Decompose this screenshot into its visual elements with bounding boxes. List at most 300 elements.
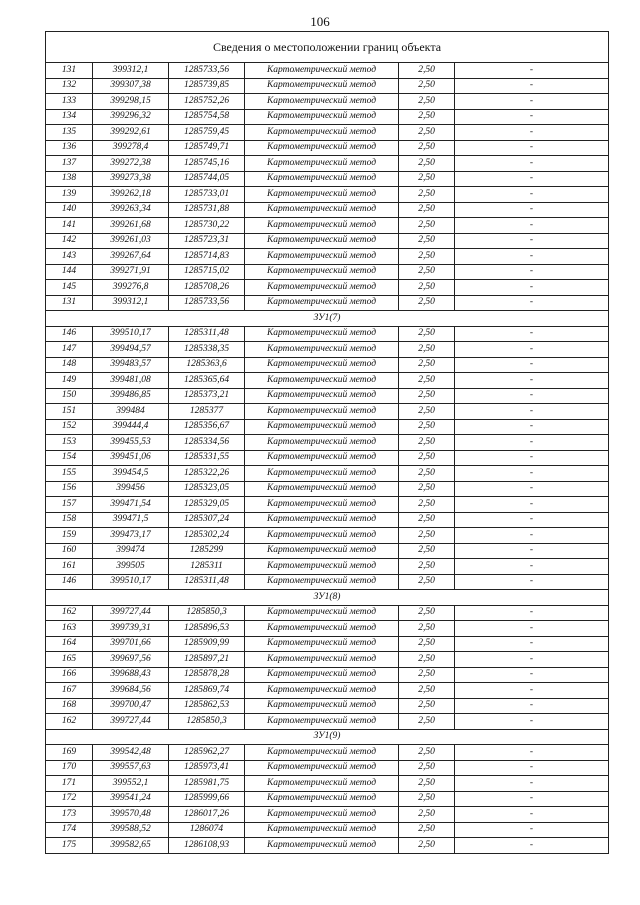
x-coordinate-cell: 399276,8	[93, 280, 169, 296]
method-cell: Картометрический метод	[245, 249, 399, 265]
accuracy-cell: 2,50	[399, 156, 455, 172]
table-row	[46, 760, 609, 776]
table-row	[46, 264, 609, 280]
y-coordinate-cell: 1285731,88	[169, 202, 245, 218]
method-cell: Картометрический метод	[245, 791, 399, 807]
description-cell: -	[455, 559, 609, 575]
method-cell: Картометрический метод	[245, 233, 399, 249]
description-cell: -	[455, 528, 609, 544]
table-row	[46, 202, 609, 218]
point-number-cell: 141	[46, 218, 93, 234]
accuracy-cell: 2,50	[399, 574, 455, 590]
accuracy-cell: 2,50	[399, 807, 455, 823]
y-coordinate-cell: 1285869,74	[169, 683, 245, 699]
y-coordinate-cell: 1285850,3	[169, 605, 245, 621]
table-row	[46, 357, 609, 373]
y-coordinate-cell: 1285311,48	[169, 574, 245, 590]
table-row	[46, 249, 609, 265]
table-row	[46, 218, 609, 234]
description-cell: -	[455, 698, 609, 714]
y-coordinate-cell: 1285363,6	[169, 357, 245, 373]
method-cell: Картометрический метод	[245, 140, 399, 156]
table-row	[46, 698, 609, 714]
method-cell: Картометрический метод	[245, 357, 399, 373]
boundary-coordinates-table	[45, 31, 609, 854]
point-number-cell: 165	[46, 652, 93, 668]
accuracy-cell: 2,50	[399, 714, 455, 730]
y-coordinate-cell: 1286074	[169, 822, 245, 838]
table-row	[46, 574, 609, 590]
description-cell: -	[455, 621, 609, 637]
x-coordinate-cell: 399582,65	[93, 838, 169, 854]
table-row	[46, 388, 609, 404]
description-cell: -	[455, 652, 609, 668]
table-row	[46, 652, 609, 668]
point-number-cell: 175	[46, 838, 93, 854]
y-coordinate-cell: 1285896,53	[169, 621, 245, 637]
method-cell: Картометрический метод	[245, 776, 399, 792]
table-row	[46, 497, 609, 513]
y-coordinate-cell: 1285962,27	[169, 745, 245, 761]
point-number-cell: 138	[46, 171, 93, 187]
description-cell: -	[455, 125, 609, 141]
table-row	[46, 543, 609, 559]
method-cell: Картометрический метод	[245, 822, 399, 838]
y-coordinate-cell: 1285373,21	[169, 388, 245, 404]
accuracy-cell: 2,50	[399, 435, 455, 451]
accuracy-cell: 2,50	[399, 636, 455, 652]
x-coordinate-cell: 399312,1	[93, 295, 169, 311]
description-cell: -	[455, 512, 609, 528]
method-cell: Картометрический метод	[245, 187, 399, 203]
description-cell: -	[455, 218, 609, 234]
method-cell: Картометрический метод	[245, 218, 399, 234]
table-title: Сведения о местоположении границ объекта	[46, 32, 609, 63]
point-number-cell: 153	[46, 435, 93, 451]
y-coordinate-cell: 1285365,64	[169, 373, 245, 389]
x-coordinate-cell: 399697,56	[93, 652, 169, 668]
method-cell: Картометрический метод	[245, 450, 399, 466]
accuracy-cell: 2,50	[399, 822, 455, 838]
method-cell: Картометрический метод	[245, 109, 399, 125]
method-cell: Картометрический метод	[245, 373, 399, 389]
table-row	[46, 78, 609, 94]
table-row	[46, 621, 609, 637]
table-row	[46, 683, 609, 699]
y-coordinate-cell: 1285715,02	[169, 264, 245, 280]
point-number-cell: 172	[46, 791, 93, 807]
accuracy-cell: 2,50	[399, 171, 455, 187]
method-cell: Картометрический метод	[245, 745, 399, 761]
y-coordinate-cell: 1285708,26	[169, 280, 245, 296]
method-cell: Картометрический метод	[245, 667, 399, 683]
accuracy-cell: 2,50	[399, 404, 455, 420]
description-cell: -	[455, 450, 609, 466]
point-number-cell: 144	[46, 264, 93, 280]
point-number-cell: 140	[46, 202, 93, 218]
section-label: ЗУ1(7)	[46, 311, 609, 327]
method-cell: Картометрический метод	[245, 512, 399, 528]
table-row	[46, 280, 609, 296]
point-number-cell: 137	[46, 156, 93, 172]
point-number-cell: 135	[46, 125, 93, 141]
y-coordinate-cell: 1285759,45	[169, 125, 245, 141]
description-cell: -	[455, 342, 609, 358]
table-row	[46, 373, 609, 389]
description-cell: -	[455, 249, 609, 265]
accuracy-cell: 2,50	[399, 109, 455, 125]
table-row	[46, 140, 609, 156]
x-coordinate-cell: 399456	[93, 481, 169, 497]
y-coordinate-cell: 1285897,21	[169, 652, 245, 668]
table-row	[46, 187, 609, 203]
table-row	[46, 776, 609, 792]
description-cell: -	[455, 109, 609, 125]
x-coordinate-cell: 399700,47	[93, 698, 169, 714]
y-coordinate-cell: 1285322,26	[169, 466, 245, 482]
x-coordinate-cell: 399688,43	[93, 667, 169, 683]
method-cell: Картометрический метод	[245, 419, 399, 435]
method-cell: Картометрический метод	[245, 714, 399, 730]
accuracy-cell: 2,50	[399, 125, 455, 141]
table-row	[46, 807, 609, 823]
method-cell: Картометрический метод	[245, 636, 399, 652]
accuracy-cell: 2,50	[399, 388, 455, 404]
point-number-cell: 164	[46, 636, 93, 652]
accuracy-cell: 2,50	[399, 450, 455, 466]
description-cell: -	[455, 280, 609, 296]
y-coordinate-cell: 1285714,83	[169, 249, 245, 265]
y-coordinate-cell: 1285733,56	[169, 63, 245, 79]
accuracy-cell: 2,50	[399, 295, 455, 311]
method-cell: Картометрический метод	[245, 559, 399, 575]
description-cell: -	[455, 264, 609, 280]
method-cell: Картометрический метод	[245, 280, 399, 296]
description-cell: -	[455, 233, 609, 249]
x-coordinate-cell: 399298,15	[93, 94, 169, 110]
point-number-cell: 131	[46, 63, 93, 79]
y-coordinate-cell: 1285733,01	[169, 187, 245, 203]
x-coordinate-cell: 399471,54	[93, 497, 169, 513]
point-number-cell: 166	[46, 667, 93, 683]
table-row	[46, 481, 609, 497]
y-coordinate-cell: 1285730,22	[169, 218, 245, 234]
method-cell: Картометрический метод	[245, 78, 399, 94]
x-coordinate-cell: 399701,66	[93, 636, 169, 652]
accuracy-cell: 2,50	[399, 187, 455, 203]
table-row	[46, 636, 609, 652]
method-cell: Картометрический метод	[245, 342, 399, 358]
description-cell: -	[455, 838, 609, 854]
description-cell: -	[455, 435, 609, 451]
x-coordinate-cell: 399542,48	[93, 745, 169, 761]
description-cell: -	[455, 171, 609, 187]
table-row	[46, 94, 609, 110]
accuracy-cell: 2,50	[399, 745, 455, 761]
description-cell: -	[455, 295, 609, 311]
table-row	[46, 326, 609, 342]
accuracy-cell: 2,50	[399, 78, 455, 94]
y-coordinate-cell: 1285973,41	[169, 760, 245, 776]
x-coordinate-cell: 399271,91	[93, 264, 169, 280]
table-row	[46, 528, 609, 544]
method-cell: Картометрический метод	[245, 202, 399, 218]
description-cell: -	[455, 636, 609, 652]
method-cell: Картометрический метод	[245, 326, 399, 342]
description-cell: -	[455, 357, 609, 373]
table-row	[46, 791, 609, 807]
point-number-cell: 149	[46, 373, 93, 389]
method-cell: Картометрический метод	[245, 605, 399, 621]
description-cell: -	[455, 404, 609, 420]
x-coordinate-cell: 399484	[93, 404, 169, 420]
y-coordinate-cell: 1285323,05	[169, 481, 245, 497]
method-cell: Картометрический метод	[245, 838, 399, 854]
table-row	[46, 342, 609, 358]
accuracy-cell: 2,50	[399, 698, 455, 714]
x-coordinate-cell: 399292,61	[93, 125, 169, 141]
y-coordinate-cell: 1285850,3	[169, 714, 245, 730]
section-label: ЗУ1(8)	[46, 590, 609, 606]
description-cell: -	[455, 574, 609, 590]
description-cell: -	[455, 202, 609, 218]
table-row	[46, 125, 609, 141]
accuracy-cell: 2,50	[399, 357, 455, 373]
method-cell: Картометрический метод	[245, 497, 399, 513]
point-number-cell: 173	[46, 807, 93, 823]
point-number-cell: 161	[46, 559, 93, 575]
accuracy-cell: 2,50	[399, 264, 455, 280]
method-cell: Картометрический метод	[245, 466, 399, 482]
y-coordinate-cell: 1285909,99	[169, 636, 245, 652]
table-row	[46, 745, 609, 761]
point-number-cell: 170	[46, 760, 93, 776]
description-cell: -	[455, 760, 609, 776]
y-coordinate-cell: 1285739,85	[169, 78, 245, 94]
point-number-cell: 146	[46, 326, 93, 342]
y-coordinate-cell: 1285334,56	[169, 435, 245, 451]
description-cell: -	[455, 140, 609, 156]
y-coordinate-cell: 1285338,35	[169, 342, 245, 358]
accuracy-cell: 2,50	[399, 559, 455, 575]
page-number: 106	[310, 14, 330, 29]
x-coordinate-cell: 399510,17	[93, 574, 169, 590]
table-row	[46, 435, 609, 451]
y-coordinate-cell: 1285356,67	[169, 419, 245, 435]
point-number-cell: 158	[46, 512, 93, 528]
point-number-cell: 151	[46, 404, 93, 420]
x-coordinate-cell: 399273,38	[93, 171, 169, 187]
table-row	[46, 450, 609, 466]
table-row	[46, 466, 609, 482]
point-number-cell: 167	[46, 683, 93, 699]
x-coordinate-cell: 399541,24	[93, 791, 169, 807]
description-cell: -	[455, 94, 609, 110]
method-cell: Картометрический метод	[245, 698, 399, 714]
description-cell: -	[455, 466, 609, 482]
method-cell: Картометрический метод	[245, 388, 399, 404]
accuracy-cell: 2,50	[399, 605, 455, 621]
x-coordinate-cell: 399494,57	[93, 342, 169, 358]
y-coordinate-cell: 1285377	[169, 404, 245, 420]
method-cell: Картометрический метод	[245, 63, 399, 79]
accuracy-cell: 2,50	[399, 140, 455, 156]
table-row	[46, 295, 609, 311]
accuracy-cell: 2,50	[399, 202, 455, 218]
x-coordinate-cell: 399473,17	[93, 528, 169, 544]
y-coordinate-cell: 1285733,56	[169, 295, 245, 311]
x-coordinate-cell: 399552,1	[93, 776, 169, 792]
y-coordinate-cell: 1285329,05	[169, 497, 245, 513]
accuracy-cell: 2,50	[399, 683, 455, 699]
description-cell: -	[455, 63, 609, 79]
method-cell: Картометрический метод	[245, 264, 399, 280]
y-coordinate-cell: 1286017,26	[169, 807, 245, 823]
x-coordinate-cell: 399483,57	[93, 357, 169, 373]
description-cell: -	[455, 156, 609, 172]
table-row	[46, 605, 609, 621]
description-cell: -	[455, 326, 609, 342]
y-coordinate-cell: 1285752,26	[169, 94, 245, 110]
description-cell: -	[455, 683, 609, 699]
point-number-cell: 147	[46, 342, 93, 358]
y-coordinate-cell: 1285862,53	[169, 698, 245, 714]
method-cell: Картометрический метод	[245, 125, 399, 141]
accuracy-cell: 2,50	[399, 249, 455, 265]
x-coordinate-cell: 399263,34	[93, 202, 169, 218]
x-coordinate-cell: 399455,53	[93, 435, 169, 451]
table-title-row	[46, 32, 609, 63]
table-row	[46, 822, 609, 838]
description-cell: -	[455, 78, 609, 94]
x-coordinate-cell: 399312,1	[93, 63, 169, 79]
description-cell: -	[455, 497, 609, 513]
point-number-cell: 132	[46, 78, 93, 94]
y-coordinate-cell: 1285302,24	[169, 528, 245, 544]
description-cell: -	[455, 807, 609, 823]
point-number-cell: 169	[46, 745, 93, 761]
x-coordinate-cell: 399261,03	[93, 233, 169, 249]
x-coordinate-cell: 399474	[93, 543, 169, 559]
point-number-cell: 145	[46, 280, 93, 296]
accuracy-cell: 2,50	[399, 791, 455, 807]
y-coordinate-cell: 1285307,24	[169, 512, 245, 528]
point-number-cell: 162	[46, 605, 93, 621]
description-cell: -	[455, 419, 609, 435]
table-row	[46, 233, 609, 249]
point-number-cell: 143	[46, 249, 93, 265]
accuracy-cell: 2,50	[399, 94, 455, 110]
table-row	[46, 667, 609, 683]
method-cell: Картометрический метод	[245, 94, 399, 110]
y-coordinate-cell: 1285744,05	[169, 171, 245, 187]
description-cell: -	[455, 776, 609, 792]
description-cell: -	[455, 543, 609, 559]
table-row	[46, 171, 609, 187]
point-number-cell: 168	[46, 698, 93, 714]
x-coordinate-cell: 399727,44	[93, 714, 169, 730]
x-coordinate-cell: 399454,5	[93, 466, 169, 482]
accuracy-cell: 2,50	[399, 497, 455, 513]
y-coordinate-cell: 1285878,28	[169, 667, 245, 683]
x-coordinate-cell: 399684,56	[93, 683, 169, 699]
point-number-cell: 157	[46, 497, 93, 513]
point-number-cell: 131	[46, 295, 93, 311]
point-number-cell: 136	[46, 140, 93, 156]
accuracy-cell: 2,50	[399, 621, 455, 637]
method-cell: Картометрический метод	[245, 171, 399, 187]
accuracy-cell: 2,50	[399, 233, 455, 249]
x-coordinate-cell: 399486,85	[93, 388, 169, 404]
accuracy-cell: 2,50	[399, 419, 455, 435]
y-coordinate-cell: 1285331,55	[169, 450, 245, 466]
y-coordinate-cell: 1285299	[169, 543, 245, 559]
description-cell: -	[455, 187, 609, 203]
description-cell: -	[455, 373, 609, 389]
table-row	[46, 714, 609, 730]
point-number-cell: 163	[46, 621, 93, 637]
x-coordinate-cell: 399588,52	[93, 822, 169, 838]
point-number-cell: 150	[46, 388, 93, 404]
accuracy-cell: 2,50	[399, 528, 455, 544]
x-coordinate-cell: 399261,68	[93, 218, 169, 234]
accuracy-cell: 2,50	[399, 543, 455, 559]
method-cell: Картометрический метод	[245, 404, 399, 420]
table-row	[46, 512, 609, 528]
x-coordinate-cell: 399307,38	[93, 78, 169, 94]
accuracy-cell: 2,50	[399, 776, 455, 792]
y-coordinate-cell: 1285981,75	[169, 776, 245, 792]
method-cell: Картометрический метод	[245, 295, 399, 311]
x-coordinate-cell: 399570,48	[93, 807, 169, 823]
section-header-row	[46, 590, 609, 606]
y-coordinate-cell: 1285745,16	[169, 156, 245, 172]
accuracy-cell: 2,50	[399, 218, 455, 234]
y-coordinate-cell: 1285999,66	[169, 791, 245, 807]
x-coordinate-cell: 399481,08	[93, 373, 169, 389]
point-number-cell: 148	[46, 357, 93, 373]
y-coordinate-cell: 1285311	[169, 559, 245, 575]
x-coordinate-cell: 399278,4	[93, 140, 169, 156]
x-coordinate-cell: 399444,4	[93, 419, 169, 435]
point-number-cell: 171	[46, 776, 93, 792]
point-number-cell: 146	[46, 574, 93, 590]
x-coordinate-cell: 399296,32	[93, 109, 169, 125]
x-coordinate-cell: 399739,31	[93, 621, 169, 637]
accuracy-cell: 2,50	[399, 373, 455, 389]
method-cell: Картометрический метод	[245, 156, 399, 172]
y-coordinate-cell: 1285723,31	[169, 233, 245, 249]
section-header-row	[46, 729, 609, 745]
point-number-cell: 133	[46, 94, 93, 110]
method-cell: Картометрический метод	[245, 574, 399, 590]
point-number-cell: 156	[46, 481, 93, 497]
accuracy-cell: 2,50	[399, 838, 455, 854]
point-number-cell: 162	[46, 714, 93, 730]
x-coordinate-cell: 399267,64	[93, 249, 169, 265]
point-number-cell: 155	[46, 466, 93, 482]
method-cell: Картометрический метод	[245, 543, 399, 559]
x-coordinate-cell: 399471,5	[93, 512, 169, 528]
table-row	[46, 156, 609, 172]
description-cell: -	[455, 388, 609, 404]
description-cell: -	[455, 822, 609, 838]
method-cell: Картометрический метод	[245, 481, 399, 497]
x-coordinate-cell: 399262,18	[93, 187, 169, 203]
accuracy-cell: 2,50	[399, 342, 455, 358]
method-cell: Картометрический метод	[245, 760, 399, 776]
x-coordinate-cell: 399557,63	[93, 760, 169, 776]
